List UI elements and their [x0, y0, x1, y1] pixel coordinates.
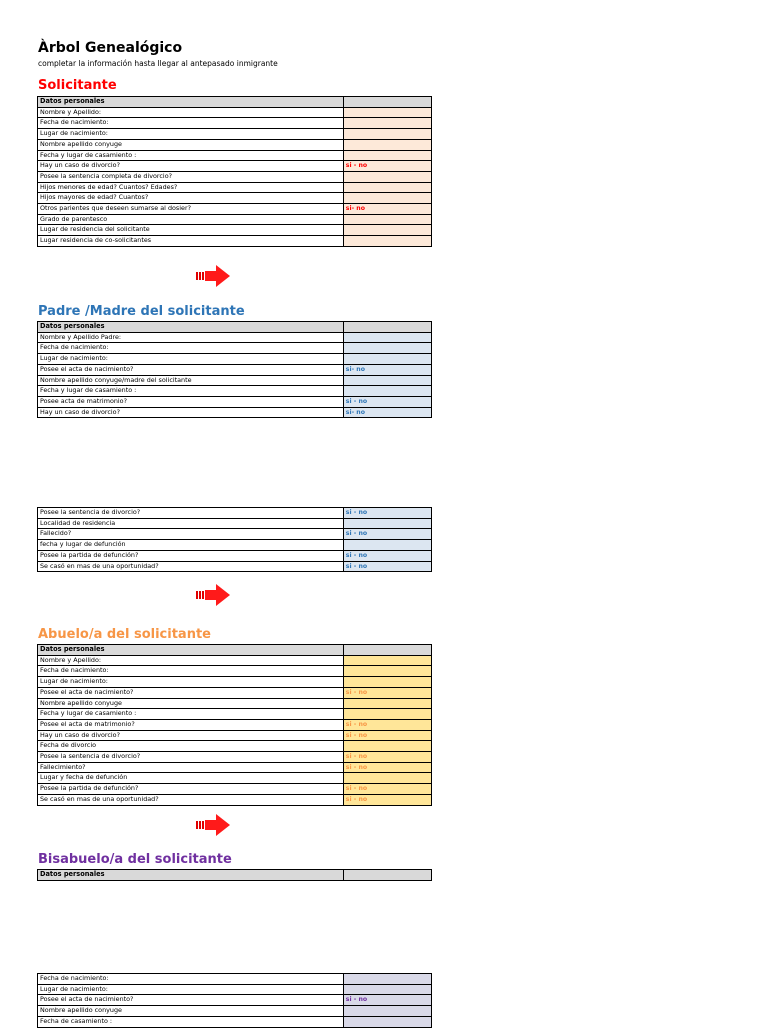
table-row: [38, 995, 432, 1006]
table-row: [38, 666, 432, 677]
row-value-cell[interactable]: [343, 540, 431, 551]
section-title-bisabuelo: Bisabuelo/a del solicitante: [38, 852, 232, 867]
row-label: Fecha de nacimiento:: [38, 974, 344, 985]
row-label: Nombre apellido conyuge/madre del solicitante: [38, 375, 344, 386]
row-label: Fecha y lugar de casamiento :: [38, 709, 344, 720]
row-value-cell[interactable]: si- no: [343, 407, 431, 418]
table-row: [38, 193, 432, 204]
row-value-cell[interactable]: si- no: [343, 364, 431, 375]
row-value-cell[interactable]: si - no: [343, 752, 431, 763]
table-row: [38, 870, 432, 881]
table-padre: [37, 321, 432, 418]
row-label: Nombre apellido conyuge: [38, 698, 344, 709]
row-value-cell[interactable]: si - no: [343, 762, 431, 773]
row-label: Posee el acta de nacimiento?: [38, 995, 344, 1006]
row-value-cell[interactable]: [343, 225, 431, 236]
table-row: [38, 150, 432, 161]
table-bisabuelo: [37, 869, 432, 881]
row-value-cell[interactable]: si- no: [343, 204, 431, 215]
row-value-cell[interactable]: [343, 870, 431, 881]
table-bisabuelo-continued: [37, 973, 432, 1028]
row-value-cell[interactable]: [343, 182, 431, 193]
row-value-cell[interactable]: si - no: [343, 719, 431, 730]
table-row: [38, 984, 432, 995]
table-row: [38, 322, 432, 333]
table-row: [38, 118, 432, 129]
row-value-cell[interactable]: [343, 236, 431, 247]
table-row: [38, 171, 432, 182]
row-label: Hay un caso de divorcio?: [38, 161, 344, 172]
row-label: Fecha de nacimiento:: [38, 118, 344, 129]
table-row: [38, 107, 432, 118]
row-value-cell[interactable]: [343, 698, 431, 709]
table-row: [38, 97, 432, 108]
table-padre-continued: [37, 507, 432, 572]
row-label: Nombre y Apellido:: [38, 107, 344, 118]
table-row: [38, 677, 432, 688]
row-label: Nombre apellido conyuge: [38, 1006, 344, 1017]
row-value-cell[interactable]: [343, 645, 431, 656]
table-row: [38, 1006, 432, 1017]
table-row: [38, 752, 432, 763]
table-row: [38, 396, 432, 407]
table-abuelo: [37, 644, 432, 806]
table-row: [38, 508, 432, 519]
section-title-padre: Padre /Madre del solicitante: [38, 304, 245, 319]
table-row: [38, 687, 432, 698]
row-value-cell[interactable]: [343, 214, 431, 225]
row-value-cell[interactable]: [343, 332, 431, 343]
row-label: Lugar y fecha de defunción: [38, 773, 344, 784]
table-row: [38, 161, 432, 172]
table-row: [38, 204, 432, 215]
table-row: [38, 719, 432, 730]
table-row: [38, 974, 432, 985]
table-row: [38, 386, 432, 397]
row-value-cell[interactable]: [343, 150, 431, 161]
row-value-cell[interactable]: si - no: [343, 995, 431, 1006]
row-label: Lugar residencia de co-solicitantes: [38, 236, 344, 247]
row-value-cell[interactable]: si - no: [343, 730, 431, 741]
table-row: [38, 698, 432, 709]
row-label: Fallecimiento?: [38, 762, 344, 773]
table-row: [38, 139, 432, 150]
row-label: Nombre y Apellido Padre:: [38, 332, 344, 343]
section-title-abuelo: Abuelo/a del solicitante: [38, 627, 211, 642]
table-row: [38, 773, 432, 784]
table-row: [38, 332, 432, 343]
row-label: Posee la partida de defunción?: [38, 550, 344, 561]
row-label: Hay un caso de divorcio?: [38, 730, 344, 741]
row-label: Posee el acta de matrimonio?: [38, 719, 344, 730]
cell-border-gap: [228, 807, 348, 811]
arrow-right-icon: [196, 265, 230, 287]
row-value-cell[interactable]: [343, 741, 431, 752]
row-value-cell[interactable]: [343, 518, 431, 529]
row-label: Fecha de casamiento :: [38, 1016, 344, 1027]
document-subtitle: completar la información hasta llegar al antepasado inmigrante: [38, 59, 278, 68]
arrow-right-icon: [196, 814, 230, 836]
row-value-cell[interactable]: si - no: [343, 161, 431, 172]
row-label: Fecha de divorcio: [38, 741, 344, 752]
row-label: Hay un caso de divorcio?: [38, 407, 344, 418]
row-label: Hijos menores de edad? Cuantos? Edades?: [38, 182, 344, 193]
table-row: [38, 354, 432, 365]
row-value-cell[interactable]: [343, 1016, 431, 1027]
row-value-cell[interactable]: si - no: [343, 794, 431, 805]
row-value-cell[interactable]: [343, 773, 431, 784]
table-row: [38, 741, 432, 752]
row-value-cell[interactable]: [343, 139, 431, 150]
row-label: Lugar de residencia del solicitante: [38, 225, 344, 236]
table-row: [38, 730, 432, 741]
row-label: Nombre y Apellido:: [38, 655, 344, 666]
table-row: [38, 529, 432, 540]
row-label: Grado de parentesco: [38, 214, 344, 225]
table-row: [38, 645, 432, 656]
row-value-cell[interactable]: [343, 386, 431, 397]
row-label: Fecha de nacimiento:: [38, 666, 344, 677]
row-label: Lugar de nacimiento:: [38, 354, 344, 365]
table-row: [38, 540, 432, 551]
row-value-cell[interactable]: [343, 107, 431, 118]
table-row: [38, 214, 432, 225]
row-value-cell[interactable]: si - no: [343, 687, 431, 698]
row-label: Datos personales: [38, 97, 344, 108]
row-label: Datos personales: [38, 645, 344, 656]
row-label: Se casó en mas de una oportunidad?: [38, 794, 344, 805]
row-value-cell[interactable]: si - no: [343, 529, 431, 540]
row-value-cell[interactable]: [343, 129, 431, 140]
row-label: Posee el acta de nacimiento?: [38, 687, 344, 698]
row-label: Otros parientes que deseen sumarse al dosier?: [38, 204, 344, 215]
row-label: Fecha de nacimiento:: [38, 343, 344, 354]
row-value-cell[interactable]: [343, 375, 431, 386]
table-row: [38, 561, 432, 572]
row-label: Lugar de nacimiento:: [38, 677, 344, 688]
document-title: Àrbol Genealógico: [38, 40, 183, 56]
row-label: Posee la partida de defunción?: [38, 784, 344, 795]
table-row: [38, 375, 432, 386]
row-value-cell[interactable]: [343, 171, 431, 182]
row-value-cell[interactable]: [343, 677, 431, 688]
row-label: Lugar de nacimiento:: [38, 129, 344, 140]
table-row: [38, 1016, 432, 1027]
row-label: Posee el acta de nacimiento?: [38, 364, 344, 375]
row-label: Hijos mayores de edad? Cuantos?: [38, 193, 344, 204]
table-row: [38, 407, 432, 418]
row-value-cell[interactable]: si - no: [343, 508, 431, 519]
section-title-solicitante: Solicitante: [38, 78, 117, 93]
table-row: [38, 709, 432, 720]
row-value-cell[interactable]: [343, 354, 431, 365]
row-label: Posee acta de matrimonio?: [38, 396, 344, 407]
row-label: Posee la sentencia de divorcio?: [38, 752, 344, 763]
row-label: Se casó en mas de una oportunidad?: [38, 561, 344, 572]
row-value-cell[interactable]: si - no: [343, 550, 431, 561]
row-label: Lugar de nacimiento:: [38, 984, 344, 995]
row-label: Posee la sentencia de divorcio?: [38, 508, 344, 519]
row-value-cell[interactable]: [343, 709, 431, 720]
table-row: [38, 343, 432, 354]
table-row: [38, 655, 432, 666]
row-value-cell[interactable]: [343, 97, 431, 108]
table-row: [38, 236, 432, 247]
row-value-cell[interactable]: [343, 974, 431, 985]
row-value-cell[interactable]: si - no: [343, 561, 431, 572]
table-row: [38, 784, 432, 795]
row-value-cell[interactable]: [343, 118, 431, 129]
row-value-cell[interactable]: [343, 984, 431, 995]
row-label: Fecha y lugar de casamiento :: [38, 386, 344, 397]
row-value-cell[interactable]: si - no: [343, 396, 431, 407]
arrow-right-icon: [196, 584, 230, 606]
row-label: Datos personales: [38, 870, 344, 881]
row-label: Localidad de residencia: [38, 518, 344, 529]
row-label: Nombre apellido conyuge: [38, 139, 344, 150]
row-label: Posee la sentencia completa de divorcio?: [38, 171, 344, 182]
table-row: [38, 364, 432, 375]
row-value-cell[interactable]: [343, 666, 431, 677]
row-value-cell[interactable]: [343, 655, 431, 666]
row-value-cell[interactable]: si - no: [343, 784, 431, 795]
row-value-cell[interactable]: [343, 343, 431, 354]
table-row: [38, 129, 432, 140]
table-row: [38, 182, 432, 193]
table-solicitante: [37, 96, 432, 247]
row-value-cell[interactable]: [343, 322, 431, 333]
row-label: Fecha y lugar de casamiento :: [38, 150, 344, 161]
row-label: Fallecido?: [38, 529, 344, 540]
table-row: [38, 794, 432, 805]
row-label: fecha y lugar de defunción: [38, 540, 344, 551]
row-value-cell[interactable]: [343, 1006, 431, 1017]
table-row: [38, 550, 432, 561]
table-row: [38, 225, 432, 236]
row-label: Datos personales: [38, 322, 344, 333]
table-row: [38, 762, 432, 773]
row-value-cell[interactable]: [343, 193, 431, 204]
table-row: [38, 518, 432, 529]
